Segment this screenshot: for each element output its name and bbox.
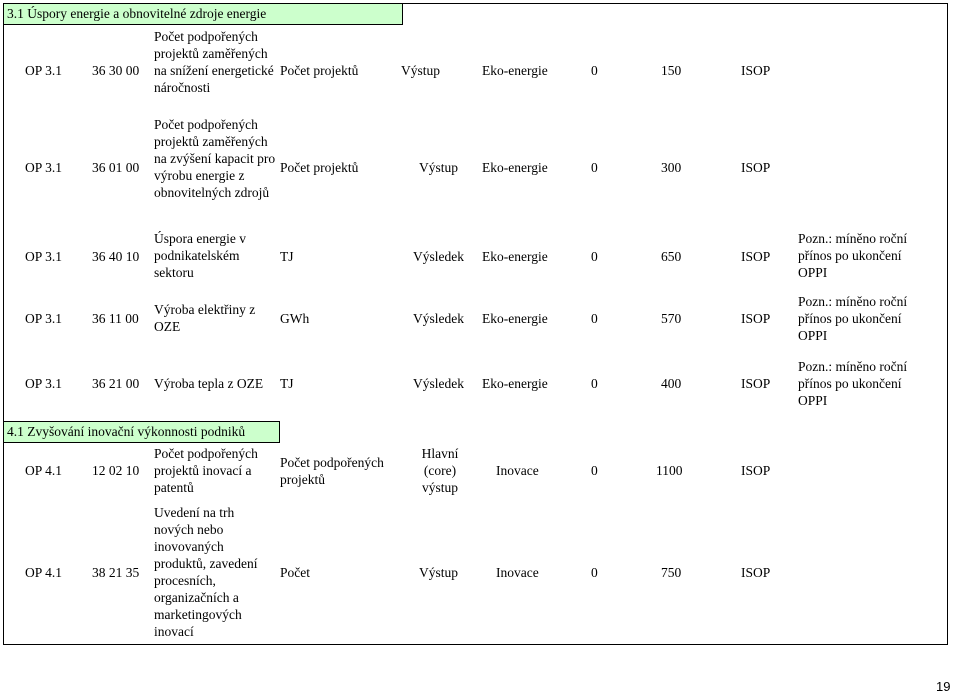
category-cell: Inovace: [496, 463, 539, 478]
op-cell: OP 3.1: [25, 376, 63, 391]
op-cell: OP 3.1: [25, 311, 63, 326]
target-cell: 150: [661, 63, 682, 78]
category-cell: Inovace: [496, 565, 539, 580]
type-cell: Výstup: [419, 160, 459, 175]
name-cell: Uvedení na trh nových nebo inovovaných produktů, zavedení procesních, organizačních a marketingových inovací: [154, 505, 258, 639]
name-cell: Výroba tepla z OZE: [154, 376, 264, 391]
code-cell: 36 01 00: [92, 160, 140, 175]
category-cell: Eko-energie: [482, 63, 548, 78]
category-cell: Eko-energie: [482, 311, 548, 326]
code-cell: 36 40 10: [92, 249, 140, 264]
type-cell: Výsledek: [413, 249, 464, 264]
page-number: 19: [936, 679, 951, 694]
unit-cell: Počet projektů: [280, 63, 359, 78]
unit-cell: TJ: [280, 249, 294, 264]
op-cell: OP 4.1: [25, 565, 63, 580]
category-cell: Eko-energie: [482, 376, 548, 391]
type-cell: Výsledek: [413, 311, 464, 326]
target-cell: 750: [661, 565, 682, 580]
unit-cell: Počet: [280, 565, 310, 580]
source-cell: ISOP: [741, 63, 771, 78]
source-cell: ISOP: [741, 160, 771, 175]
section-header-4-1: 4.1 Zvyšování inovační výkonnosti podniků: [3, 421, 280, 443]
unit-cell: Počet podpořených projektů: [280, 455, 384, 487]
target-cell: 400: [661, 376, 682, 391]
target-cell: 1100: [656, 463, 683, 478]
unit-cell: TJ: [280, 376, 294, 391]
target-cell: 300: [661, 160, 682, 175]
type-cell: Výsledek: [413, 376, 464, 391]
op-cell: OP 4.1: [25, 463, 63, 478]
note-cell: Pozn.: míněno roční přínos po ukončení OPPI: [798, 359, 908, 408]
base-cell: 0: [591, 63, 598, 78]
code-cell: 38 21 35: [92, 565, 140, 580]
name-cell: Počet podpořených projektů zaměřených na zvýšení kapacit pro výrobu energie z obnovitelných zdrojů: [154, 117, 276, 200]
base-cell: 0: [591, 376, 598, 391]
name-cell: Výroba elektřiny z OZE: [154, 302, 256, 334]
note-cell: Pozn.: míněno roční přínos po ukončení OPPI: [798, 294, 908, 343]
code-cell: 36 11 00: [92, 311, 139, 326]
source-cell: ISOP: [741, 311, 771, 326]
op-cell: OP 3.1: [25, 63, 63, 78]
base-cell: 0: [591, 249, 598, 264]
op-cell: OP 3.1: [25, 160, 63, 175]
base-cell: 0: [591, 565, 598, 580]
unit-cell: Počet projektů: [280, 160, 359, 175]
op-cell: OP 3.1: [25, 249, 63, 264]
code-cell: 36 21 00: [92, 376, 140, 391]
code-cell: 36 30 00: [92, 63, 140, 78]
category-cell: Eko-energie: [482, 160, 548, 175]
type-cell: Výstup: [401, 63, 441, 78]
source-cell: ISOP: [741, 376, 771, 391]
name-cell: Úspora energie v podnikatelském sektoru: [154, 231, 246, 280]
unit-cell: GWh: [280, 311, 310, 326]
base-cell: 0: [591, 311, 598, 326]
type-cell: Hlavní (core) výstup: [421, 446, 459, 495]
category-cell: Eko-energie: [482, 249, 548, 264]
source-cell: ISOP: [741, 463, 771, 478]
target-cell: 650: [661, 249, 682, 264]
name-cell: Počet podpořených projektů zaměřených na snížení energetické náročnosti: [154, 29, 274, 95]
note-cell: Pozn.: míněno roční přínos po ukončení OPPI: [798, 231, 908, 280]
type-cell: Výstup: [419, 565, 459, 580]
source-cell: ISOP: [741, 565, 771, 580]
section-header-3-1: 3.1 Úspory energie a obnovitelné zdroje energie: [3, 3, 403, 25]
base-cell: 0: [591, 160, 598, 175]
base-cell: 0: [591, 463, 598, 478]
source-cell: ISOP: [741, 249, 771, 264]
target-cell: 570: [661, 311, 682, 326]
code-cell: 12 02 10: [92, 463, 140, 478]
name-cell: Počet podpořených projektů inovací a patentů: [154, 446, 258, 495]
